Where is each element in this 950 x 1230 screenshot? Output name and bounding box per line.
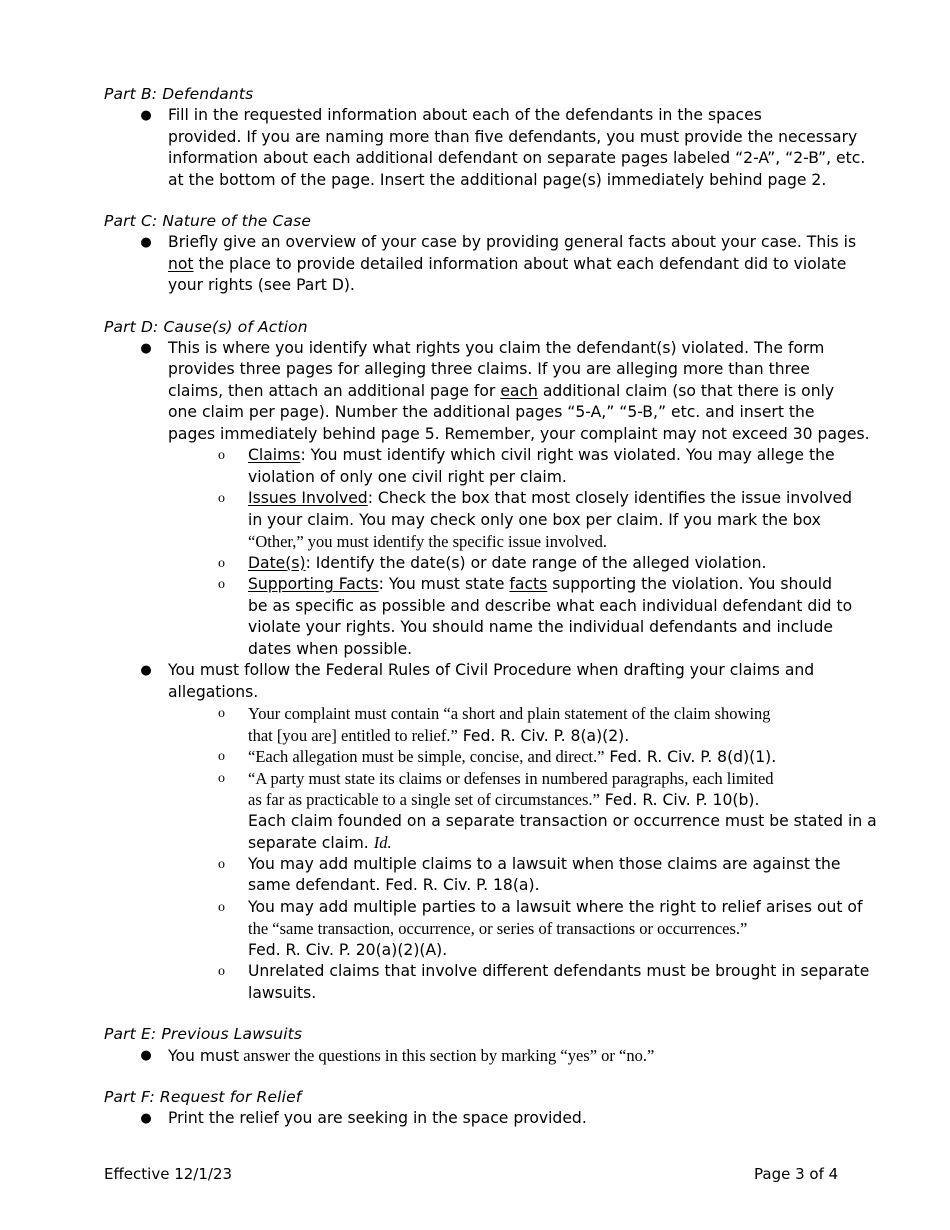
text-line [248, 789, 844, 811]
text-line [248, 940, 844, 962]
part-c-list [104, 232, 857, 297]
circle-bullet-icon: o [218, 555, 225, 571]
part-e-list [104, 1045, 844, 1067]
text-line [168, 1045, 844, 1067]
part-d-sublist [168, 445, 853, 660]
part-f-list [104, 1108, 844, 1130]
sub-item-text [248, 445, 844, 488]
text-line [248, 617, 844, 639]
text: : You must identify which civil right was violated. You may allege the [300, 446, 835, 464]
sub-list-item [104, 746, 844, 768]
text-line [168, 254, 847, 276]
section-part-e [104, 1024, 844, 1067]
text-line [248, 553, 844, 575]
text-line [168, 1108, 844, 1130]
bullet-icon: ● [140, 663, 152, 678]
text: supporting the violation. You should [547, 575, 832, 593]
underlined-text: each [500, 381, 538, 400]
sub-list-item [104, 703, 844, 746]
text: Fill in the requested information about each of the defendants in the spaces [168, 106, 762, 124]
text-line [248, 725, 844, 747]
text-line [248, 574, 844, 596]
bullet-icon: ● [140, 1048, 152, 1063]
text-line [168, 424, 870, 446]
quote-text: “A party must state its claims or defenses in numbered paragraphs, each limited [248, 768, 774, 788]
text-line [168, 170, 844, 192]
text: Print the relief you are seeking in the space provided. [168, 1108, 587, 1127]
part-d-heading: Part D: Cause(s) of Action [104, 317, 308, 336]
circle-bullet-icon: o [218, 770, 225, 786]
part-d-list [104, 338, 877, 1005]
quote-text: that [you are] entitled to relief.” [248, 725, 458, 745]
part-b-heading: Part B: Defendants [104, 85, 254, 103]
text: same defendant. Fed. R. Civ. P. 18(a). [248, 876, 540, 894]
text: allegations. [168, 682, 259, 701]
list-item [104, 1108, 844, 1130]
sub-item-text [248, 768, 877, 854]
text-line [248, 510, 844, 532]
sub-item-text [248, 488, 853, 553]
text: pages immediately behind page 5. Remember, your complaint may not exceed 30 pages. [168, 424, 870, 443]
part-e-heading: Part E: Previous Lawsuits [104, 1025, 303, 1043]
text-line [248, 811, 877, 833]
text: your rights (see Part D). [168, 276, 355, 294]
sub-item-text [248, 961, 870, 1004]
text-line [248, 703, 844, 725]
sub-list-item [104, 488, 853, 553]
text: one claim per page). Number the additional pages “5-A,” “5-B,” etc. and insert the [168, 403, 815, 421]
text-line [248, 854, 844, 876]
text-line [168, 148, 866, 170]
text-line [168, 275, 844, 297]
text-line [248, 961, 870, 983]
citation-text: Fed. R. Civ. P. 20(a)(2)(A). [248, 940, 448, 959]
text-line [168, 338, 844, 360]
text-line [168, 232, 857, 254]
text: separate claim. [248, 834, 374, 852]
sub-item-text [248, 897, 863, 962]
text-line [168, 127, 858, 149]
text: at the bottom of the page. Insert the additional page(s) immediately behind page 2. [168, 170, 827, 189]
text-line [248, 768, 844, 790]
sub-list-item [104, 445, 844, 488]
list-item [104, 338, 870, 661]
text: claims, then attach an additional page for [168, 381, 501, 400]
underlined-text: not [168, 254, 194, 273]
text: provides three pages for alleging three claims. If you are alleging more than three [168, 360, 810, 378]
text-line [248, 983, 844, 1005]
sub-list-item [104, 574, 853, 660]
list-item [104, 232, 857, 297]
quote-text: “Each allegation must be simple, concise, and direct.” [248, 747, 605, 766]
citation-text: Fed. R. Civ. P. 8(a)(2). [457, 726, 630, 745]
sub-item-text [248, 703, 844, 746]
circle-bullet-icon: o [218, 706, 225, 721]
text-line [168, 682, 844, 704]
text: You may add multiple parties to a lawsuit where the right to relief arises out of [248, 897, 863, 916]
section-part-f [104, 1087, 844, 1130]
text-line [248, 897, 863, 919]
text: Each claim founded on a separate transaction or occurrence must be stated in a [248, 811, 877, 830]
text: You must follow the Federal Rules of Civil Procedure when drafting your claims and [168, 661, 815, 679]
sub-list-item [104, 897, 863, 962]
bullet-icon: ● [140, 1110, 152, 1126]
text: You must [168, 1047, 240, 1065]
part-f-heading: Part F: Request for Relief [104, 1087, 302, 1106]
text: in your claim. You may check only one box per claim. If you mark the box [248, 510, 821, 529]
text: lawsuits. [248, 983, 317, 1002]
list-item [104, 660, 877, 1004]
text-line [248, 639, 844, 661]
sub-item-text [248, 574, 853, 660]
sub-item-text [248, 746, 844, 768]
quote-text: Your complaint must contain “a short and plain statement of the claim showing [248, 704, 771, 723]
sub-item-text [248, 553, 844, 575]
text-line [248, 445, 844, 467]
circle-bullet-icon: o [218, 448, 225, 463]
sub-list-item [104, 768, 877, 854]
bullet-icon: ● [140, 108, 152, 123]
text-line [248, 531, 844, 553]
underlined-text: Date(s) [248, 553, 306, 572]
text: Unrelated claims that involve different defendants must be brought in separate [248, 962, 870, 980]
text-line [248, 875, 844, 897]
text: answer the questions in this section by marking “yes” or “no.” [239, 1046, 655, 1065]
underlined-text: Issues Involved [248, 489, 368, 507]
citation-text: Id. [373, 833, 392, 852]
sub-list-item [104, 553, 844, 575]
text-line [168, 402, 844, 424]
text-line [168, 381, 844, 403]
text-line [248, 918, 844, 940]
underlined-text: Claims [248, 446, 301, 464]
bullet-icon: ● [140, 235, 152, 250]
instructions-body [104, 84, 877, 1149]
text-line [248, 596, 853, 618]
citation-text: Fed. R. Civ. P. 10(b). [599, 791, 760, 809]
bullet-icon: ● [140, 340, 152, 356]
text: “Other,” you must identify the specific issue involved. [248, 532, 608, 551]
section-part-d [104, 317, 877, 1005]
circle-bullet-icon: o [218, 899, 225, 915]
text-line [248, 746, 844, 768]
circle-bullet-icon: o [218, 491, 225, 506]
footer-effective-date: Effective 12/1/23 [104, 1165, 233, 1183]
part-b-list [104, 105, 866, 191]
text: be as specific as possible and describe what each individual defendant did to [248, 596, 853, 615]
text: : Identify the date(s) or date range of the alleged violation. [305, 553, 767, 572]
sub-list-item [104, 961, 870, 1004]
text: This is where you identify what rights you claim the defendant(s) violated. The form [168, 338, 825, 357]
text: dates when possible. [248, 639, 413, 658]
quote-text: the “same transaction, occurrence, or series of transactions or occurrences.” [248, 919, 748, 938]
text: additional claim (so that there is only [537, 381, 835, 400]
text-line [248, 467, 844, 489]
underlined-text: facts [509, 575, 548, 593]
text: violation of only one civil right per claim. [248, 467, 567, 486]
sub-item-text [248, 854, 844, 897]
quote-text: as far as practicable to a single set of circumstances.” [248, 790, 600, 809]
text-line [168, 359, 844, 381]
section-part-c [104, 211, 857, 297]
text: violate your rights. You should name the individual defendants and include [248, 618, 833, 636]
circle-bullet-icon: o [218, 964, 225, 979]
text-line [248, 488, 853, 510]
text: Briefly give an overview of your case by providing general facts about your case. This is [168, 233, 857, 251]
text: : You must state [378, 575, 510, 593]
list-item [104, 1045, 844, 1067]
part-c-heading: Part C: Nature of the Case [104, 212, 312, 230]
sub-list-item [104, 854, 844, 897]
text-line [168, 660, 844, 682]
underlined-text: Supporting Facts [248, 575, 379, 593]
section-part-b [104, 84, 866, 191]
circle-bullet-icon: o [218, 577, 225, 592]
text-line [168, 105, 844, 127]
list-item [104, 105, 866, 191]
circle-bullet-icon: o [218, 749, 225, 764]
text: the place to provide detailed information about what each defendant did to violate [193, 254, 847, 273]
footer-page-number: Page 3 of 4 [754, 1165, 839, 1183]
text: : Check the box that most closely identifies the issue involved [367, 489, 853, 507]
citation-text: Fed. R. Civ. P. 8(d)(1). [604, 748, 777, 766]
text: You may add multiple claims to a lawsuit when those claims are against the [248, 854, 841, 873]
part-d-rules-sublist [168, 703, 877, 1004]
text-line [248, 832, 844, 854]
text: provided. If you are naming more than five defendants, you must provide the necessary [168, 127, 858, 146]
circle-bullet-icon: o [218, 856, 225, 872]
text: information about each additional defendant on separate pages labeled “2-A”, “2-B”, etc. [168, 149, 866, 167]
